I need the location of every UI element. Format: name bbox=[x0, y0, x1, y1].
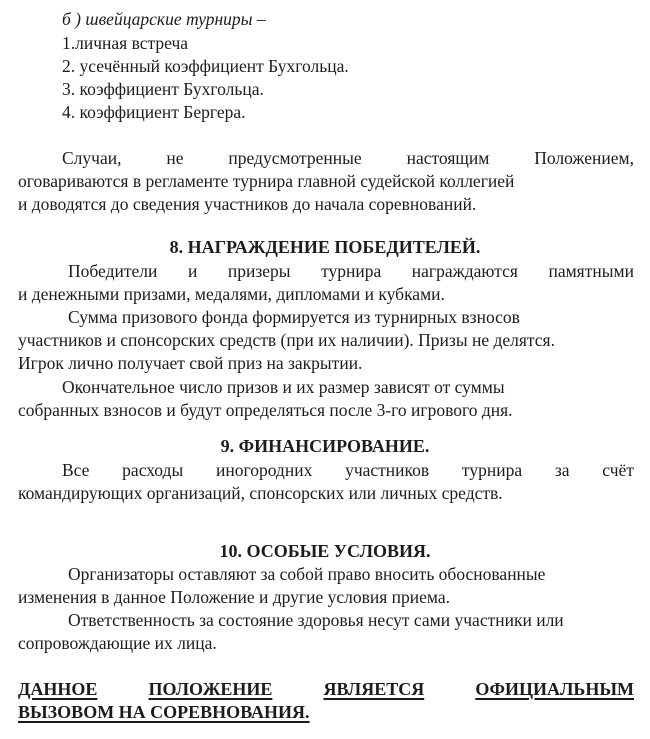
word: ДАННОЕ bbox=[18, 679, 98, 699]
word: счёт bbox=[602, 460, 634, 480]
section-8-p2-line-2: участников и спонсорских средств (при их наличии). Призы не делятся. bbox=[18, 330, 555, 350]
word: турнира bbox=[461, 460, 523, 480]
final-statement-line-2: ВЫЗОВОМ НА СОРЕВНОВАНИЯ. bbox=[18, 702, 310, 722]
section-8-heading: 8. НАГРАЖДЕНИЕ ПОБЕДИТЕЛЕЙ. bbox=[169, 237, 481, 257]
word: ОФИЦИАЛЬНЫМ bbox=[475, 679, 634, 699]
word: участников bbox=[345, 460, 430, 480]
section-8-p1-line-2: и денежными призами, медалями, дипломами и кубками. bbox=[18, 284, 445, 304]
word: не bbox=[166, 148, 184, 168]
cases-line-2: оговариваются в регламенте турнира главной судейской коллегией bbox=[18, 171, 515, 191]
word: за bbox=[554, 460, 570, 480]
word: призеры bbox=[227, 261, 291, 281]
word: и bbox=[187, 261, 198, 281]
word: настоящим bbox=[406, 148, 490, 168]
word: расходы bbox=[122, 460, 184, 480]
section-8-p2-line-3: Игрок лично получает свой приз на закрытии. bbox=[18, 353, 363, 373]
word: ПОЛОЖЕНИЕ bbox=[148, 679, 273, 699]
swiss-item-4: 4. коэффициент Бергера. bbox=[62, 102, 246, 122]
word: Положением, bbox=[534, 148, 634, 168]
section-10-p2-line-1: Ответственность за состояние здоровья несут сами участники или bbox=[68, 610, 564, 630]
word: турнира bbox=[321, 261, 382, 281]
section-10-p1-line-2: изменения в данное Положение и другие условия приема. bbox=[18, 587, 451, 607]
section-8-p2-line-1: Сумма призового фонда формируется из турнирных взносов bbox=[68, 307, 520, 327]
word: предусмотренные bbox=[228, 148, 362, 168]
swiss-tournaments-title: б ) швейцарские турниры – bbox=[62, 9, 266, 29]
swiss-item-1: 1.личная встреча bbox=[62, 33, 189, 53]
swiss-item-3: 3. коэффициент Бухгольца. bbox=[62, 79, 264, 99]
section-10-p2-line-2: сопровождающие их лица. bbox=[18, 633, 217, 653]
section-9-line-2: командирующих организаций, спонсорских или личных средств. bbox=[18, 483, 503, 503]
section-10-heading: 10. ОСОБЫЕ УСЛОВИЯ. bbox=[219, 541, 431, 561]
word: Случаи, bbox=[62, 148, 122, 168]
section-10-p1-line-1: Организаторы оставляют за собой право вносить обоснованные bbox=[68, 564, 546, 584]
section-8-p3-line-2: собранных взносов и будут определяться после 3-го игрового дня. bbox=[18, 400, 513, 420]
word: Победители bbox=[68, 261, 158, 281]
cases-line-3: и доводятся до сведения участников до начала соревнований. bbox=[18, 194, 477, 214]
word: иногородних bbox=[215, 460, 313, 480]
final-statement-line-1 bbox=[18, 678, 634, 700]
swiss-item-2: 2. усечённый коэффициент Бухгольца. bbox=[62, 56, 349, 76]
word: ЯВЛЯЕТСЯ bbox=[323, 679, 425, 699]
word: памятными bbox=[548, 261, 634, 281]
section-9-heading: 9. ФИНАНСИРОВАНИЕ. bbox=[220, 436, 430, 456]
section-8-p1-line-1 bbox=[68, 260, 634, 282]
section-8-p3-line-1: Окончательное число призов и их размер зависят от суммы bbox=[62, 377, 505, 397]
section-9-line-1 bbox=[62, 459, 634, 481]
word: награждаются bbox=[411, 261, 518, 281]
cases-line-1 bbox=[62, 147, 634, 169]
word: Все bbox=[62, 460, 90, 480]
